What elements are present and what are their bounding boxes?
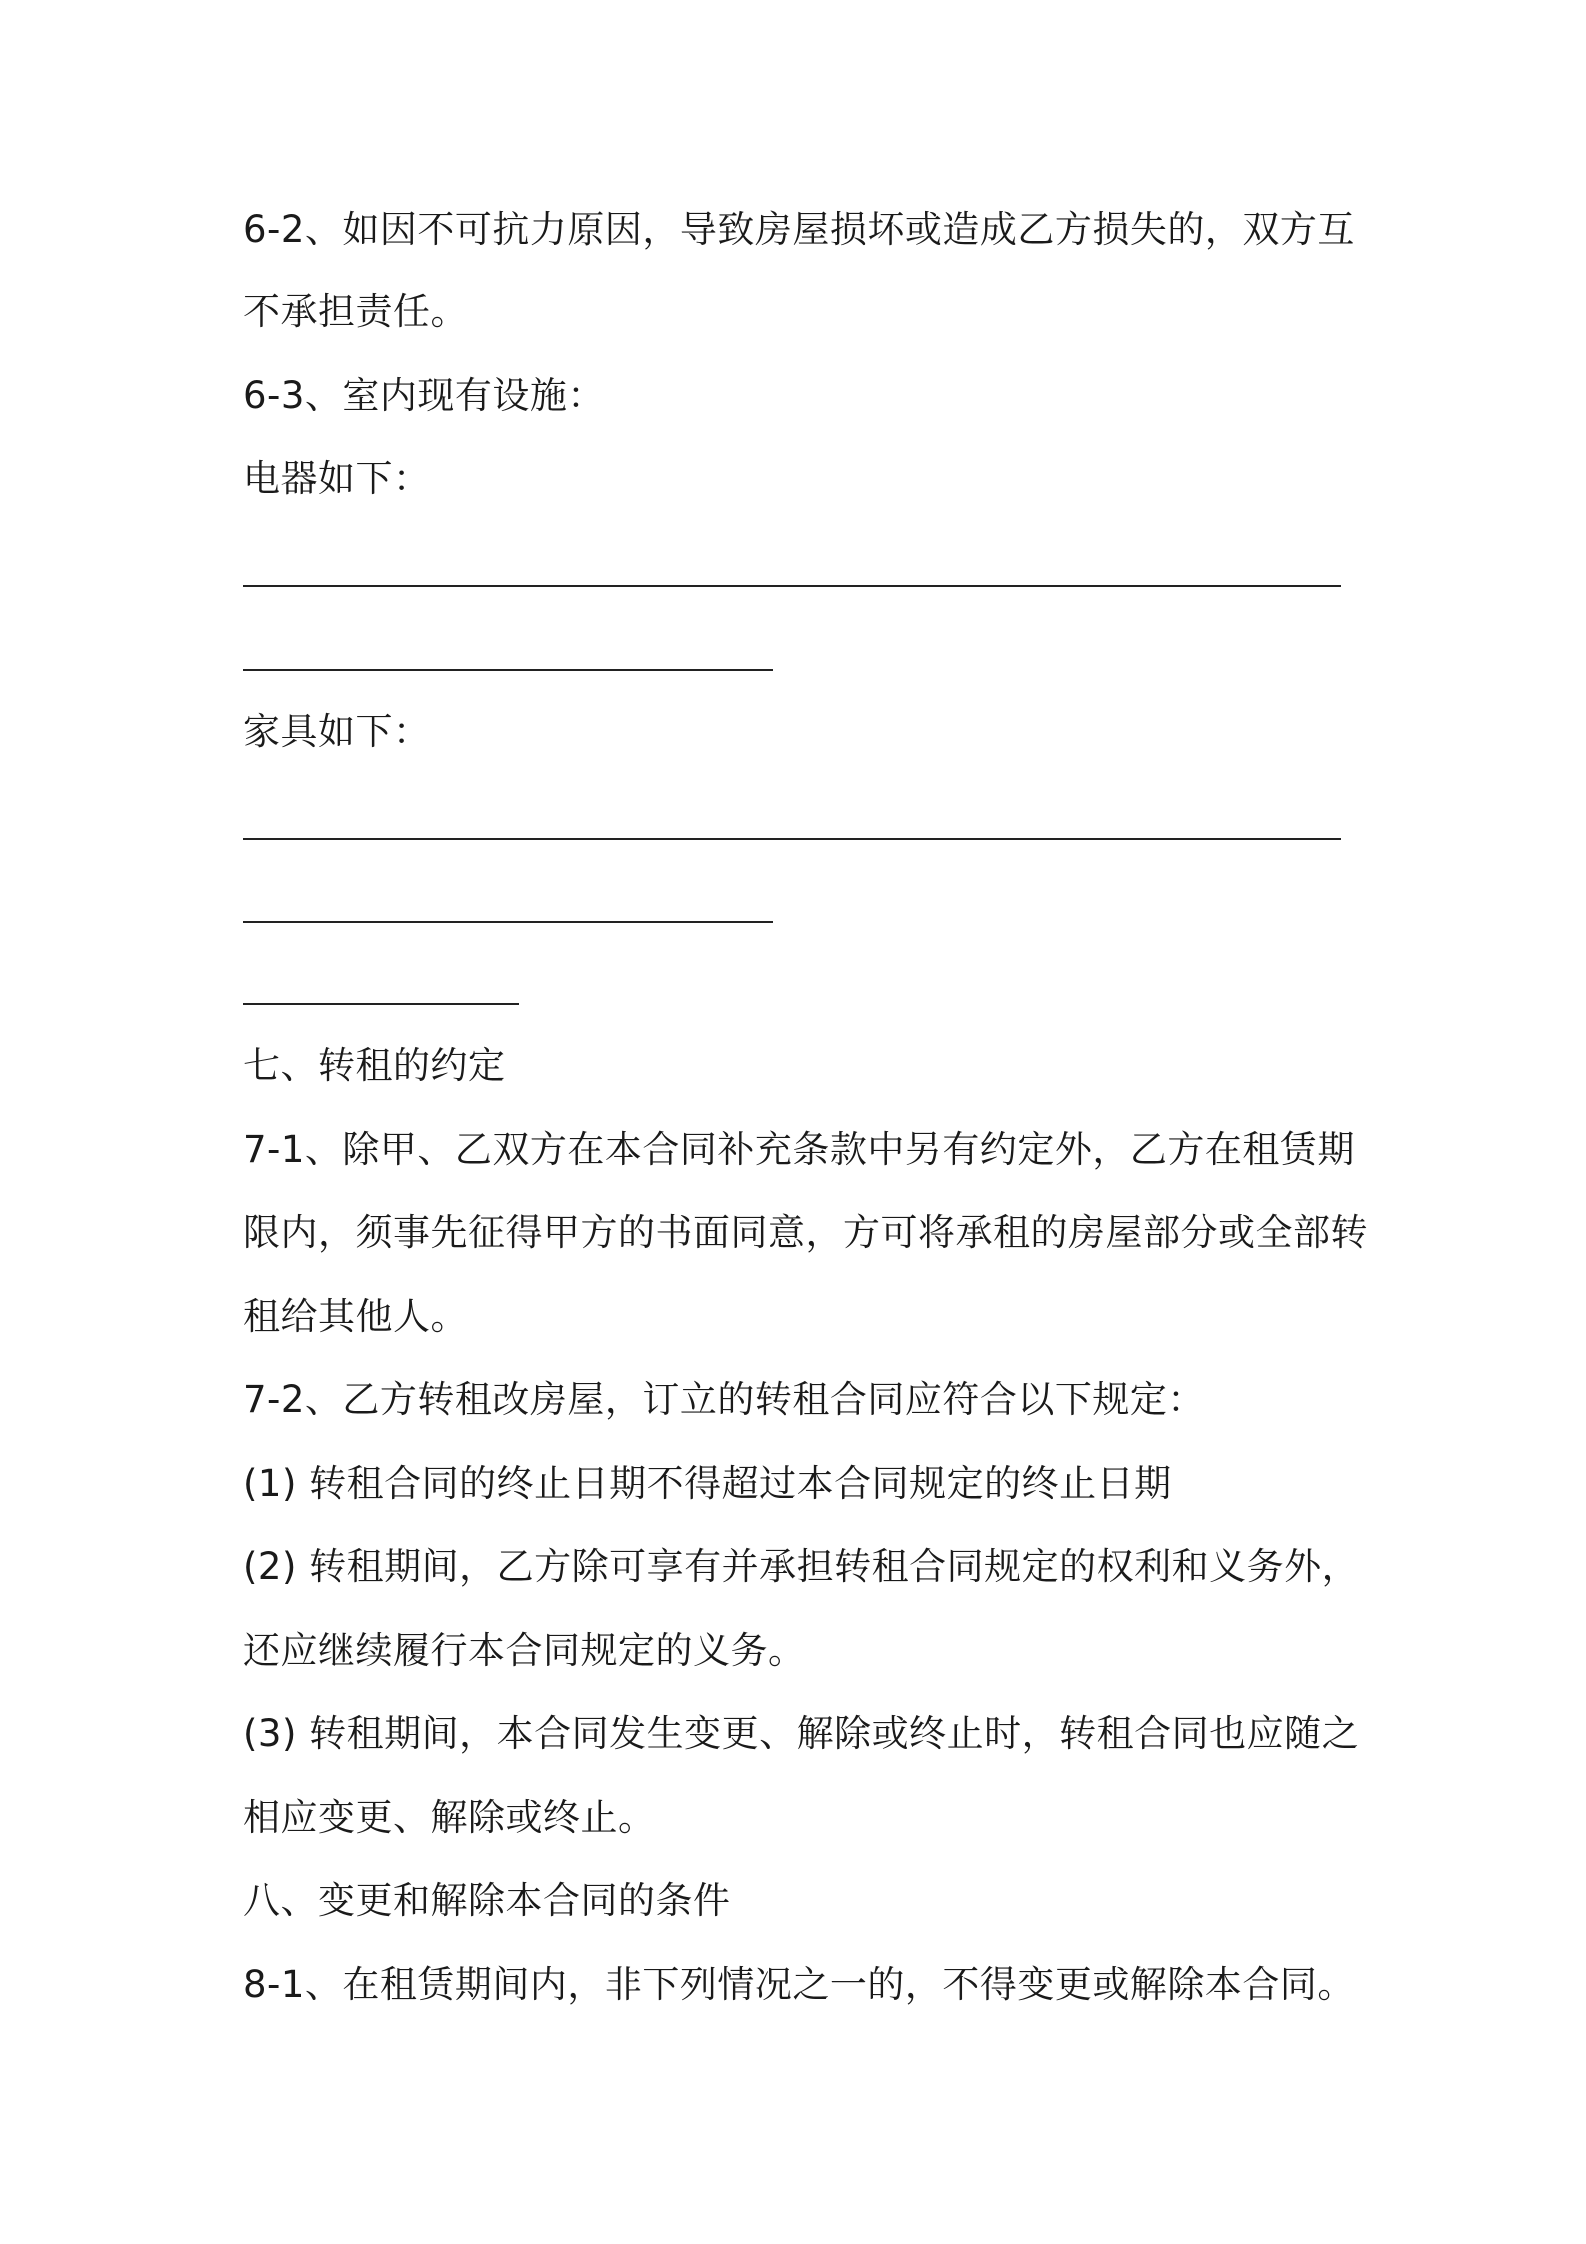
clause-8-1: 8-1、在租赁期间内，非下列情况之一的，不得变更或解除本合同。 xyxy=(243,1963,1355,2006)
clause-7-1-line-1: 7-1、除甲、乙双方在本合同补充条款中另有约定外，乙方在租赁期 xyxy=(243,1128,1355,1171)
appliances-label: 电器如下： xyxy=(243,457,431,500)
appliances-blank-line-2 xyxy=(243,669,773,671)
item-1: (1) 转租合同的终止日期不得超过本合同规定的终止日期 xyxy=(243,1462,1172,1505)
item-3-line-1: (3) 转租期间，本合同发生变更、解除或终止时，转租合同也应随之 xyxy=(243,1712,1360,1755)
section-7-heading: 七、转租的约定 xyxy=(243,1044,506,1087)
appliances-blank-line-1 xyxy=(243,585,1341,587)
item-3-line-2: 相应变更、解除或终止。 xyxy=(243,1796,656,1839)
clause-7-1-line-3: 租给其他人。 xyxy=(243,1295,468,1338)
furniture-blank-line-3 xyxy=(243,1003,519,1005)
furniture-blank-line-2 xyxy=(243,921,773,923)
item-2-line-2: 还应继续履行本合同规定的义务。 xyxy=(243,1629,806,1672)
clause-7-2-heading: 7-2、乙方转租改房屋，订立的转租合同应符合以下规定： xyxy=(243,1378,1205,1421)
item-2-line-1: (2) 转租期间，乙方除可享有并承担转租合同规定的权利和义务外， xyxy=(243,1545,1360,1588)
furniture-blank-line-1 xyxy=(243,838,1341,840)
clause-6-2-line-2: 不承担责任。 xyxy=(243,290,468,333)
section-8-heading: 八、变更和解除本合同的条件 xyxy=(243,1879,731,1922)
clause-7-1-line-2: 限内，须事先征得甲方的书面同意，方可将承租的房屋部分或全部转 xyxy=(243,1211,1368,1254)
clause-6-2-line-1: 6-2、如因不可抗力原因，导致房屋损坏或造成乙方损失的，双方互 xyxy=(243,208,1355,251)
furniture-label: 家具如下： xyxy=(243,710,431,753)
clause-6-3-heading: 6-3、室内现有设施： xyxy=(243,374,605,417)
